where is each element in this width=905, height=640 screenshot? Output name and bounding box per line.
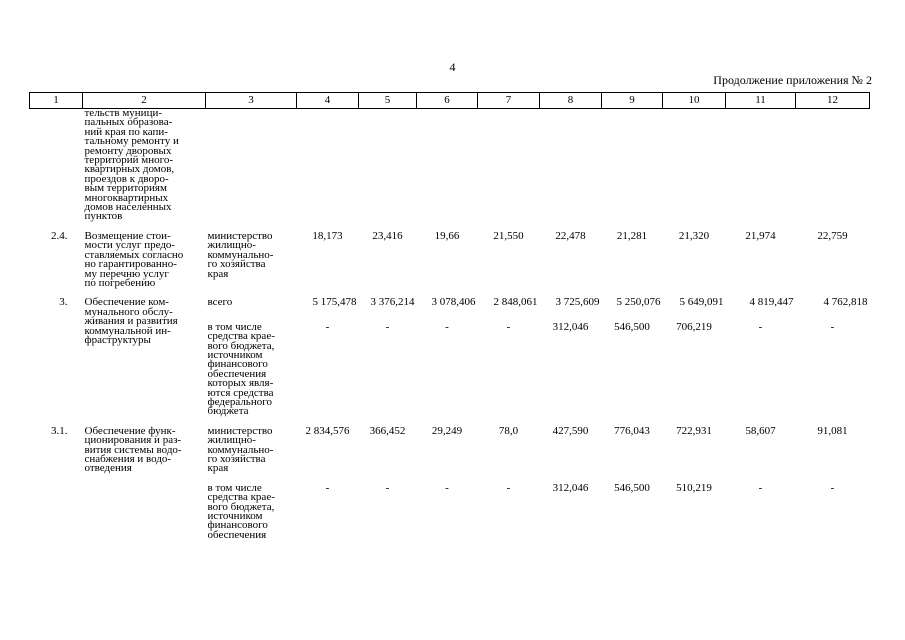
column-header: 8 [540,93,602,109]
value-cell [478,109,540,222]
row-number [30,109,83,222]
table-row [30,232,870,288]
value-cell: - [445,481,449,494]
column-header: 9 [602,93,663,109]
value-cell: 546,500 [614,481,650,494]
value-cell: 23,416 [372,229,403,242]
table-row [30,298,870,307]
value-cell [726,109,796,222]
value-cell: 5 175,478 [312,296,357,309]
value-cell: 5 649,091 [679,296,724,309]
value-cell [297,109,359,222]
page-number: 4 [449,60,456,74]
value-cell: - [830,320,835,333]
value-cell [796,109,870,222]
value-cell: 21,550 [493,229,524,242]
value-cell: - [758,481,763,494]
value-cell: 91,081 [817,424,848,437]
row-name: Возмещение стои- мости услуг предо- ставляемых согласно но гарантированно- му перечню услуг по погребению [84,229,184,289]
value-cell: 546,500 [614,320,650,333]
value-cell: 4 762,818 [823,296,868,309]
value-cell: 21,320 [678,229,710,242]
value-cell: 22,478 [555,229,586,242]
value-cell: - [385,320,390,333]
value-cell: 427,590 [552,424,589,437]
value-cell [359,109,417,222]
value-cell: 706,219 [676,320,712,333]
budget-table [29,92,870,540]
column-header: 1 [30,93,83,109]
value-cell: - [506,320,511,333]
row-name: Обеспечение функ- ционирования и раз- вития системы водо- снабжения и водо- отведения [84,424,182,475]
value-cell: 3 725,609 [555,296,600,309]
row-name: Обеспечение ком- мунального обслу- живания и развития коммунальной ин- фраструктуры [84,296,178,346]
row-source: министерство жилищно- коммунально- го хозяйства края [207,229,274,280]
value-cell: 3 078,406 [431,296,476,309]
value-cell: 2 834,576 [305,424,350,437]
row-number [30,308,83,417]
value-cell: 2 848,061 [493,296,538,309]
column-header: 7 [478,93,540,109]
value-cell: - [325,320,330,333]
value-cell: 21,281 [616,229,648,242]
column-header: 10 [663,93,726,109]
value-cell: 3 376,214 [370,296,415,309]
continuation-label: Продолжение приложения № 2 [713,73,872,87]
value-cell: - [445,320,449,333]
value-cell [540,109,602,222]
value-cell: - [758,320,763,333]
value-cell: 312,046 [552,320,589,333]
value-cell: 29,249 [431,424,463,437]
column-header: 4 [297,93,359,109]
row-number: 3.1. [51,424,68,437]
column-header: 6 [417,93,478,109]
value-cell: 4 819,447 [749,296,794,309]
table-row [30,109,870,222]
value-cell: - [506,481,511,494]
value-cell: 21,974 [745,229,776,242]
value-cell [663,109,726,222]
value-cell [417,109,478,222]
value-cell [602,109,663,222]
value-cell: 19,66 [434,229,460,242]
row-source [206,109,297,222]
table-row [30,427,870,474]
column-header: 3 [206,93,297,109]
value-cell: - [385,481,390,494]
value-cell: 78,0 [498,424,519,437]
row-number: 2.4. [51,229,68,242]
row-source: министерство жилищно- коммунально- го хозяйства края [207,424,274,475]
value-cell: 510,219 [676,481,712,494]
row-name: тельств муници- пальных образова- ний края по капи- тальному ремонту и ремонту дворовых территорий много- квартирных домов, проездов к дворо- вым территориям многоквартирных домов населенных пунктов [84,107,179,223]
value-cell: 18,173 [312,229,343,242]
row-number [30,474,83,540]
value-cell: 5 250,076 [616,296,661,309]
row-source: в том числе средства крае- вого бюджета, источником финансового обеспечения [207,481,275,541]
row-source: в том числе средства крае- вого бюджета, источником финансового обеспечения которых явля- ются средства федерального бюджета [207,320,275,418]
column-header: 5 [359,93,417,109]
value-cell: - [325,481,330,494]
value-cell: 58,607 [745,424,776,437]
value-cell: - [830,481,835,494]
value-cell: 366,452 [369,424,406,437]
column-header: 12 [796,93,870,109]
value-cell: 22,759 [817,229,848,242]
column-header: 2 [83,93,206,109]
row-number: 3. [59,296,68,309]
value-cell: 722,931 [676,424,712,437]
row-source: всего [207,296,233,309]
value-cell: 312,046 [552,481,589,494]
column-header: 11 [726,93,796,109]
value-cell: 776,043 [614,424,650,437]
